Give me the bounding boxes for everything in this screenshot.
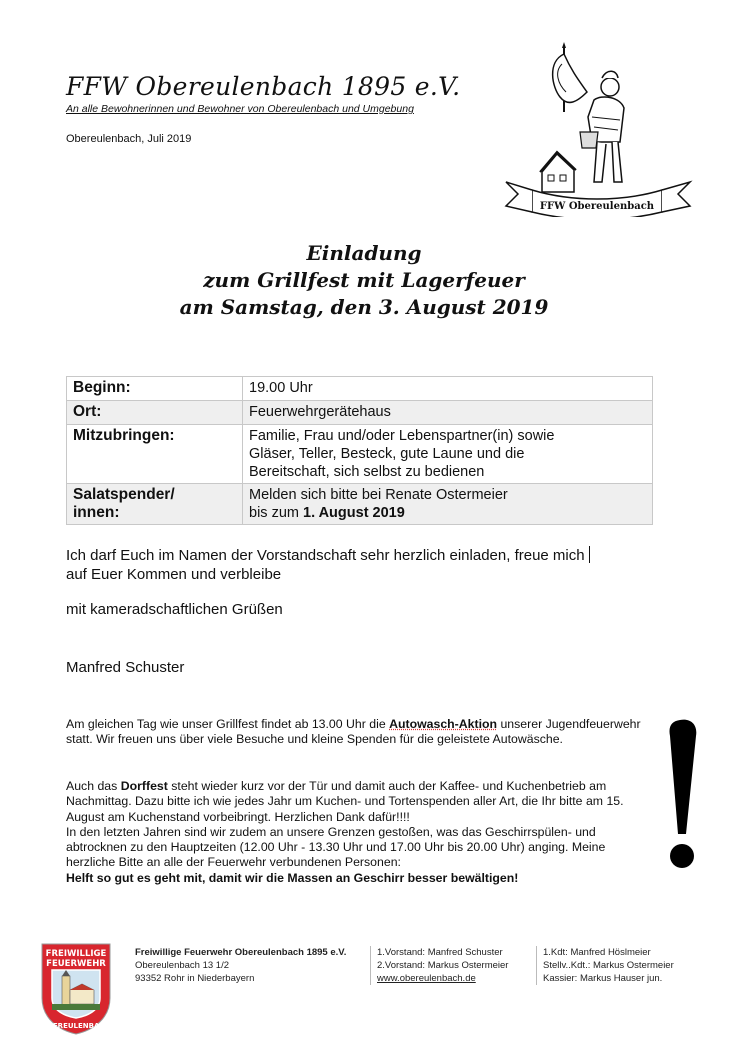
table-row-salatspender [67,484,653,525]
row-label: Mitzubringen: [67,425,243,484]
table-row-mitzubringen [67,425,653,484]
event-info-table [66,376,653,525]
row-label: Beginn: [67,377,243,401]
row-value: Feuerwehrgerätehaus [243,401,653,425]
place-date: Obereulenbach, Juli 2019 [66,133,192,145]
footer-street: Obereulenbach 13 1/2 [135,960,230,971]
table-row-beginn [67,377,653,401]
svg-text:FFW Obereulenbach: FFW Obereulenbach [539,201,655,212]
invitation-line: Ich darf Euch im Namen der Vorstandschaft sehr herzlich einladen, freue mich [66,547,585,564]
greeting: mit kameradschaftlichen Grüßen [66,601,283,618]
value-line: Gläser, Teller, Besteck, gute Laune und die [249,446,525,462]
deadline-date: 1. August 2019 [303,505,405,521]
table-row-ort [67,401,653,425]
notice-text: Am gleichen Tag wie unser Grillfest findet ab 13.00 Uhr die [66,717,390,731]
svg-text:FEUERWEHR: FEUERWEHR [46,959,106,969]
row-value [243,425,653,484]
value-line: Familie, Frau und/oder Lebenspartner(in) sowie [249,428,555,444]
value-line: Bereitschaft, sich selbst zu bedienen [249,464,485,480]
footer-board [370,946,508,985]
label-line: Salatspender/ [73,486,175,503]
signature: Manfred Schuster [66,659,185,676]
row-value [243,484,653,525]
footer-command [536,946,674,985]
fire-brigade-badge-logo [38,940,114,1036]
footer-chair-1: 1.Vorstand: Manfred Schuster [377,947,503,958]
notice-text: Auch das [66,779,121,793]
footer-treasurer: Kassier: Markus Hauser jun. [543,973,663,984]
notice-car-wash [66,717,646,748]
notice-text: steht wieder kurz vor der Tür und damit auch der Kaffee- und Kuchenbetrieb am Nachmittag. Dazu bitte ich wie jedes Jahr um Kuchen- und Tortenspenden aller Art, die Ihr bitte am 15. August am Kuchenstand vorbeibringt. Herzlichen Dank dafür!!!! [66,779,624,824]
notice-dorffest [66,779,646,886]
website-link[interactable]: www.obereulenbach.de [377,973,476,984]
invitation-line: auf Euer Kommen und verbleibe [66,566,282,583]
footer-city: 93352 Rohr in Niederbayern [135,973,255,984]
headline-line: zum Grillfest mit Lagerfeuer [203,268,525,292]
notice-text: In den letzten Jahren sind wir zudem an unsere Grenzen gestoßen, was das Geschirrspülen- und abtrocknen zu den Hauptzeiten (12.00 Uhr - 13.30 Uhr und 17.00 Uhr bis 20.00 Uhr) anging. Meine herzliche Bitte an alle der Feuerwehr verbundenen Personen: [66,824,606,870]
row-label [67,484,243,525]
row-label: Ort: [67,401,243,425]
dorffest-highlight: Dorffest [120,779,168,793]
footer-commander: 1.Kdt: Manfred Höslmeier [543,947,651,958]
headline-line: Einladung [306,241,422,265]
svg-text:FREIWILLIGE: FREIWILLIGE [45,949,107,959]
invitation-text[interactable] [66,546,646,584]
value-text: bis zum [249,505,303,521]
invitation-headline [0,240,728,321]
value-line [249,504,646,522]
footer-org-name: Freiwillige Feuerwehr Obereulenbach 1895 e.V. [135,947,347,958]
headline-line: am Samstag, den 3. August 2019 [179,295,549,319]
exclamation-icon [656,716,706,872]
value-line: Melden sich bitte bei Renate Ostermeier [249,487,508,503]
org-title: FFW Obereulenbach 1895 e.V. [66,72,461,101]
svg-text:OBEREULENBACH: OBEREULENBACH [41,1022,111,1030]
footer-chair-2: 2.Vorstand: Markus Ostermeier [377,960,509,971]
footer-deputy: Stellv..Kdt.: Markus Ostermeier [543,960,674,971]
footer-address [135,946,346,985]
florian-crest-logo [502,42,694,217]
subtitle: An alle Bewohnerinnen und Bewohner von Obereulenbach und Umgebung [66,103,414,115]
label-line: innen: [73,504,120,521]
autowasch-highlight: Autowasch-Aktion [389,717,498,731]
notice-text: unserer Jugendfeuerwehr statt. Wir freuen uns über viele Besuche und kleine Spenden für die geleistete Autowäsche. [66,717,641,747]
notice-appeal: Helft so gut es geht mit, damit wir die Massen an Geschirr besser bewältigen! [66,870,519,885]
row-value: 19.00 Uhr [243,377,653,401]
text-cursor [589,546,590,563]
